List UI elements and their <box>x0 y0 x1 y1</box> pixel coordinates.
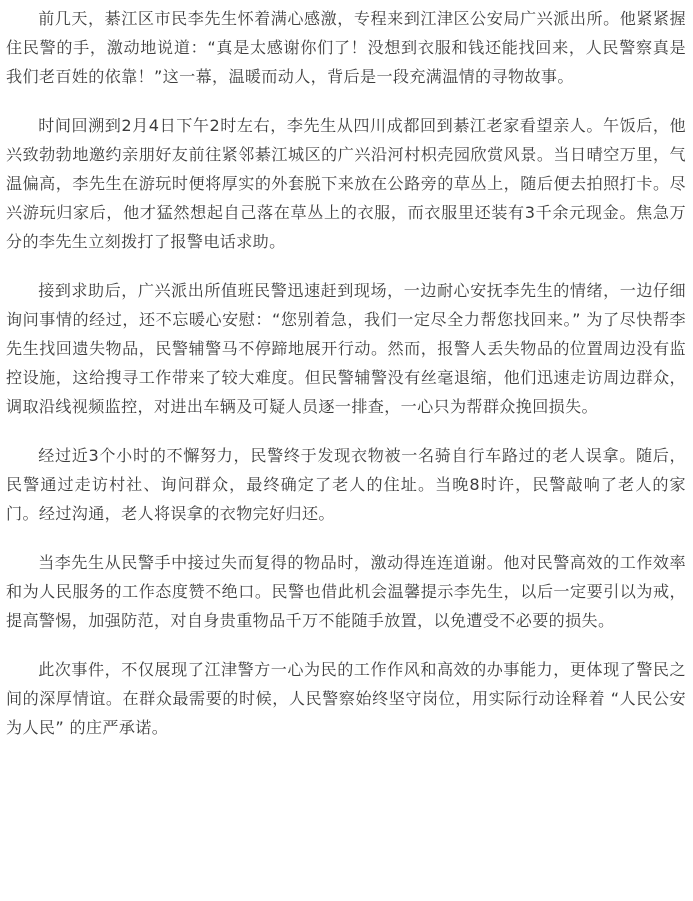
paragraph-police-response: 接到求助后，广兴派出所值班民警迅速赶到现场，一边耐心安抚李先生的情绪，一边仔细询问事情的经过，还不忘暖心安慰：“您别着急，我们一定尽全力帮您找回来。” 为了尽快帮李先生找回遗失物品，民警辅警马不停蹄地展开行动。然而，报警人丢失物品的位置周边没有监控设施，这给搜寻工作带来了较大难度。但民警辅警没有丝毫退缩，他们迅速走访周边群众，调取沿线视频监控，对进出车辆及可疑人员逐一排查，一心只为帮群众挽回损失。 <box>6 281 686 416</box>
news-article-body <box>6 4 686 742</box>
paragraph-conclusion: 此次事件，不仅展现了江津警方一心为民的工作作风和高效的办事能力，更体现了警民之间的深厚情谊。在群众最需要的时候，人民警察始终坚守岗位，用实际行动诠释着 “人民公安为人民” 的庄严承诺。 <box>6 660 686 737</box>
paragraph-return-and-reminder: 当李先生从民警手中接过失而复得的物品时，激动得连连道谢。他对民警高效的工作效率和为人民服务的工作态度赞不绝口。民警也借此机会温馨提示李先生，以后一定要引以为戒，提高警惕，加强防范，对自身贵重物品千万不能随手放置，以免遭受不必要的损失。 <box>6 553 686 630</box>
paragraph-background: 时间回溯到2月4日下午2时左右，李先生从四川成都回到綦江老家看望亲人。午饭后，他兴致勃勃地邀约亲朋好友前往紧邻綦江城区的广兴沿河村枳壳园欣赏风景。当日晴空万里，气温偏高，李先生在游玩时便将厚实的外套脱下来放在公路旁的草丛上，随后便去拍照打卡。尽兴游玩归家后，他才猛然想起自己落在草丛上的衣服，而衣服里还装有3千余元现金。焦急万分的李先生立刻拨打了报警电话求助。 <box>6 116 686 251</box>
paragraph-intro: 前几天，綦江区市民李先生怀着满心感激，专程来到江津区公安局广兴派出所。他紧紧握住民警的手，激动地说道：“真是太感谢你们了！没想到衣服和钱还能找回来，人民警察真是我们老百姓的依靠！”这一幕，温暖而动人，背后是一段充满温情的寻物故事。 <box>6 9 686 86</box>
paragraph-items-found: 经过近3个小时的不懈努力，民警终于发现衣物被一名骑自行车路过的老人误拿。随后，民警通过走访村社、询问群众，最终确定了老人的住址。当晚8时许，民警敲响了老人的家门。经过沟通，老人将误拿的衣物完好归还。 <box>6 446 686 523</box>
